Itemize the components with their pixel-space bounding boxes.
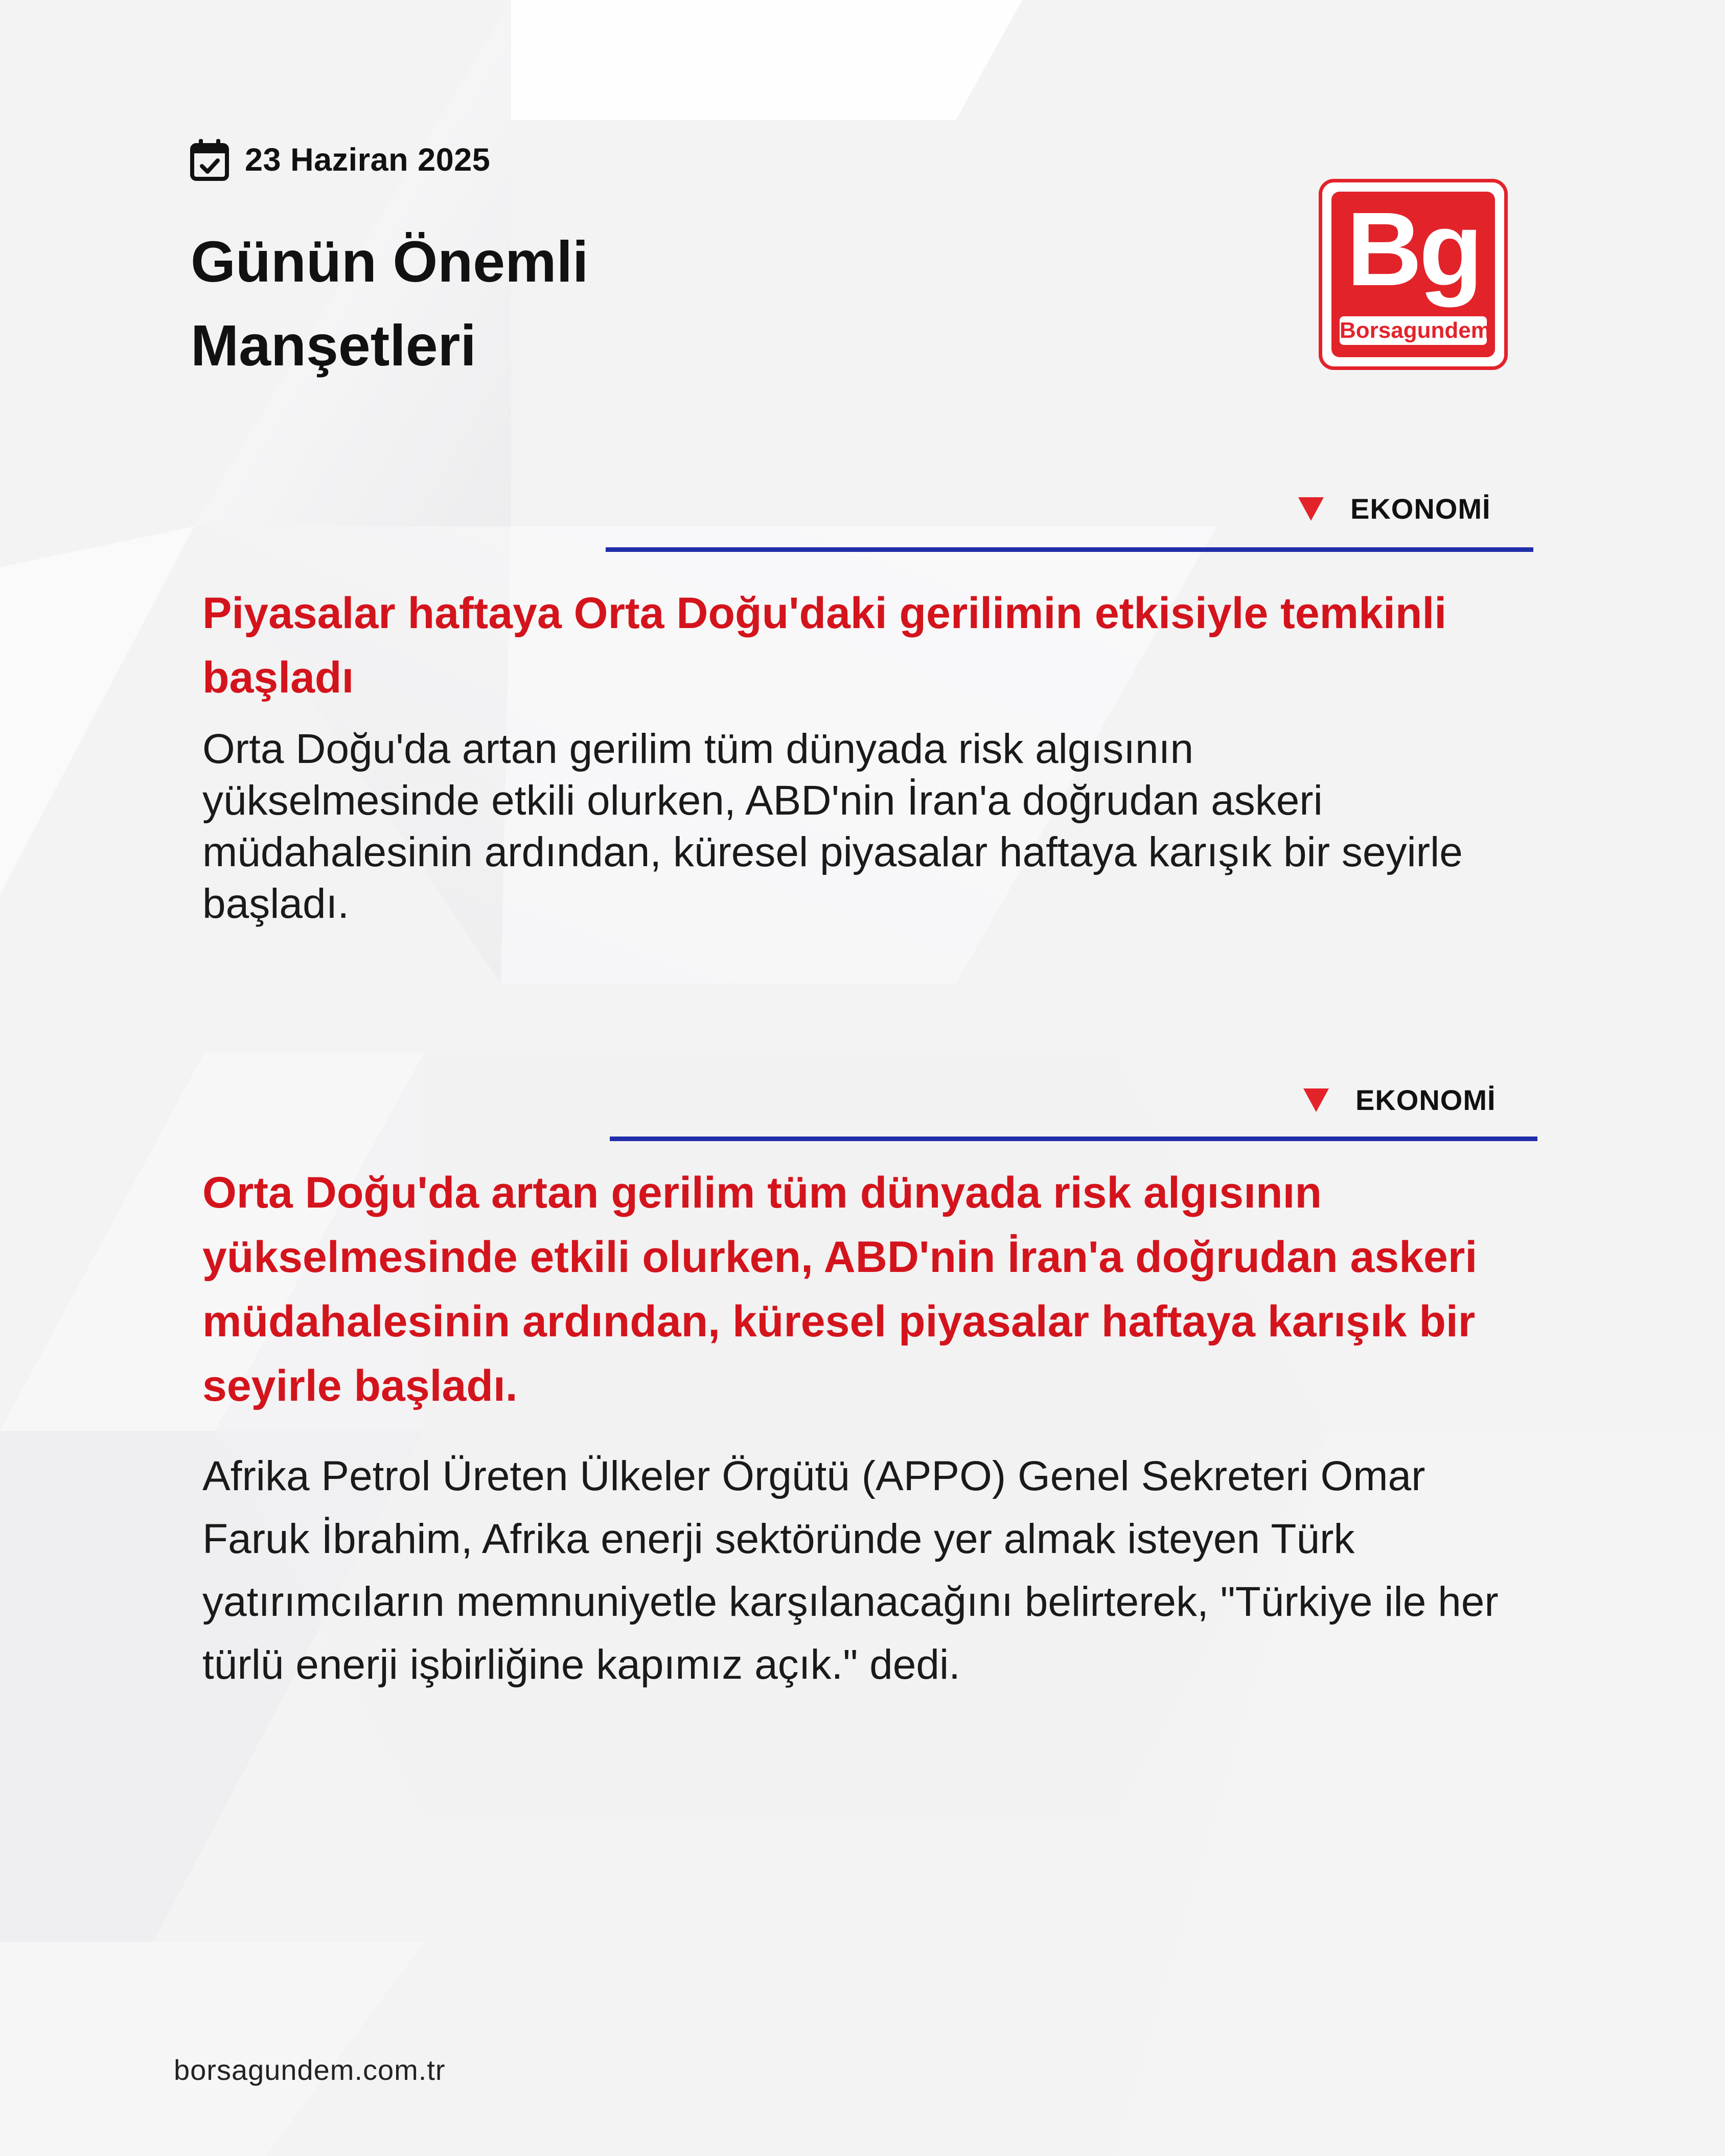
borsagundem-logo — [1319, 179, 1508, 370]
page-title: Günün Önemli Manşetleri — [191, 229, 589, 378]
date-row — [190, 138, 490, 182]
logo-badge — [1331, 192, 1495, 357]
section-divider — [610, 1137, 1537, 1141]
news-body: Afrika Petrol Üreten Ülkeler Örgütü (APPO) Genel Sekreteri Omar Faruk İbrahim, Afrika enerji sektöründe yer almak isteyen Türk yatırımcıların memnuniyetle karşılanacağını belirterek, "Türkiye ile her türlü enerji işbirliğine kapımız açık." dedi. — [202, 1453, 1499, 1688]
calendar-icon — [190, 138, 229, 182]
category-label — [1303, 1083, 1496, 1117]
section-divider — [606, 547, 1533, 552]
date-text: 23 Haziran 2025 — [245, 142, 491, 178]
triangle-down-icon — [1303, 1088, 1329, 1112]
website-url: borsagundem.com.tr — [174, 2054, 446, 2086]
triangle-down-icon — [1298, 497, 1324, 521]
category-label — [1298, 492, 1491, 525]
logo-wordmark: Borsagundem — [1340, 316, 1487, 345]
news-body: Orta Doğu'da artan gerilim tüm dünyada risk algısının yükselmesinde etkili olurken, ABD'nin İran'a doğrudan askeri müdahalesinin ardından, küresel piyasalar haftaya karışık bir seyirle başladı. — [202, 726, 1463, 927]
news-headline: Piyasalar haftaya Orta Doğu'daki gerilimin etkisiyle temkinli başladı — [202, 589, 1447, 702]
logo-mark: Bg — [1346, 191, 1480, 308]
category-text: EKONOMİ — [1355, 1084, 1496, 1116]
category-text: EKONOMİ — [1350, 493, 1491, 525]
news-headline: Orta Doğu'da artan gerilim tüm dünyada risk algısının yükselmesinde etkili olurken, ABD'nin İran'a doğrudan askeri müdahalesinin ardından, küresel piyasalar haftaya karışık bir seyirle başladı. — [202, 1168, 1478, 1410]
